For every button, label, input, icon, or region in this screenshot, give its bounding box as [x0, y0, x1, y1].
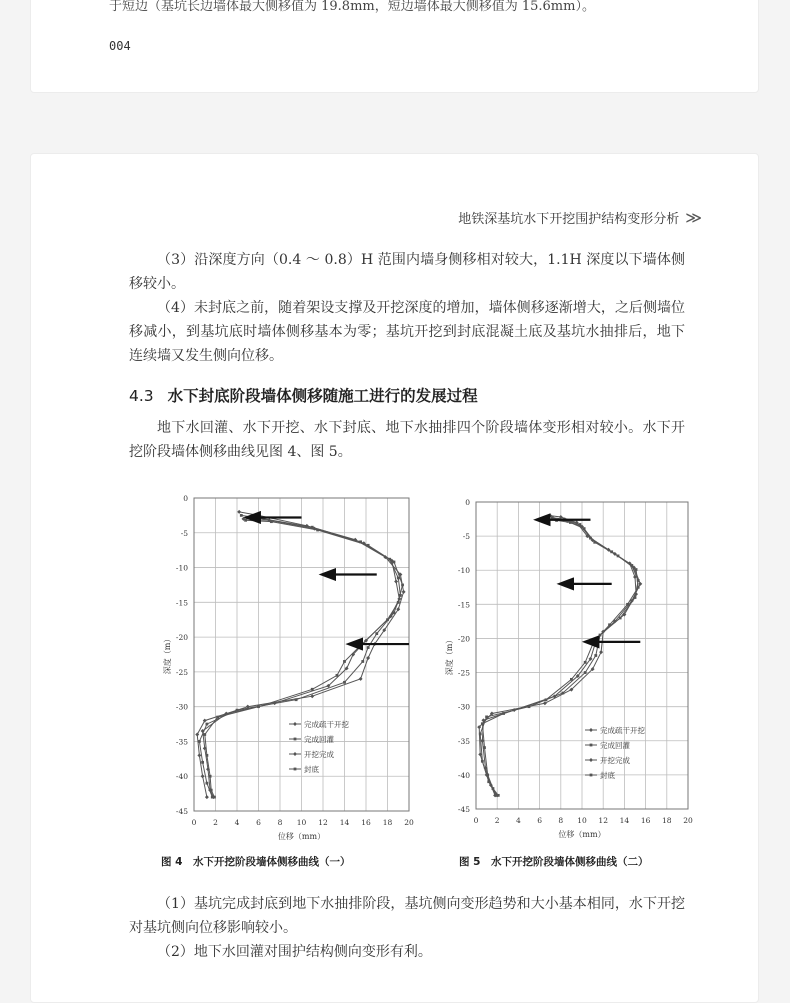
x-tick-label: 18: [662, 816, 672, 825]
x-tick-label: 10: [296, 818, 307, 827]
y-tick-label: -10: [175, 563, 188, 573]
previous-page-text-line: 于短边（基坑长边墙体最大侧移值为 19.8mm，短边墙体最大侧移值为 15.6mm）。: [109, 0, 595, 14]
legend-entry: 封底: [304, 765, 319, 774]
y-tick-label: -45: [457, 805, 470, 814]
chart-figure-4: [119, 486, 414, 854]
x-tick-label: 14: [619, 816, 630, 825]
y-tick-label: -10: [457, 566, 470, 576]
y-tick-label: -30: [175, 702, 188, 712]
y-tick-label: -15: [175, 598, 188, 608]
data-point: [343, 681, 346, 684]
y-tick-label: -40: [457, 770, 470, 780]
x-tick-label: 12: [598, 816, 608, 825]
data-point: [637, 586, 640, 589]
x-tick-label: 0: [473, 816, 479, 825]
legend-entry: 完成回灌: [304, 735, 334, 744]
figure-5: [407, 486, 697, 858]
x-tick-label: 20: [683, 816, 693, 825]
data-point: [295, 698, 298, 701]
y-tick-label: -45: [175, 807, 188, 816]
paragraph: （3）沿深度方向（0.4 ～ 0.8）H 范围内墙身侧移相对较大，1.1H 深度以下墙体侧移较小。: [129, 252, 685, 292]
x-tick-label: 0: [191, 818, 197, 827]
data-point: [401, 584, 404, 587]
data-point: [617, 554, 620, 557]
previous-page-card: [30, 0, 759, 93]
x-tick-label: 6: [256, 818, 261, 827]
section-title: 水下封底阶段墙体侧移随施工进行的发展过程: [167, 387, 478, 405]
current-page-card: [30, 153, 759, 1003]
data-point: [502, 712, 505, 715]
data-point: [203, 733, 206, 736]
x-tick-label: 2: [494, 816, 500, 825]
legend-entry: 完成疏干开挖: [304, 720, 349, 729]
series-line: [479, 516, 636, 796]
y-tick-label: -20: [175, 633, 188, 643]
data-point: [366, 656, 370, 660]
data-point: [210, 789, 213, 792]
paragraph-block-intro: [129, 416, 685, 464]
y-tick-label: 0: [183, 494, 188, 503]
figure-5-caption: 图 5 水下开挖阶段墙体侧移曲线（二）: [459, 856, 649, 868]
legend-entry: 开挖完成: [304, 750, 334, 759]
x-tick-label: 4: [516, 816, 521, 825]
legend-swatch-marker: [590, 744, 593, 747]
data-point: [201, 761, 204, 764]
y-tick-label: -25: [457, 668, 470, 678]
legend-swatch-marker: [293, 752, 297, 756]
series-line: [482, 519, 640, 795]
running-head-title: 地铁深基坑水下开挖围护结构变形分析: [458, 212, 680, 227]
x-tick-label: 10: [577, 816, 587, 825]
data-point: [375, 632, 378, 635]
y-tick-label: -30: [457, 702, 470, 712]
x-tick-label: 18: [382, 818, 393, 827]
paragraph-block-top: [129, 248, 685, 368]
legend-swatch-marker: [294, 738, 297, 741]
x-tick-label: 8: [558, 816, 564, 825]
y-tick-label: -20: [457, 634, 470, 644]
x-tick-label: 16: [640, 816, 651, 825]
paragraph-block-bottom: [129, 892, 685, 964]
data-point: [270, 520, 273, 523]
data-point: [479, 733, 482, 736]
data-point: [497, 794, 500, 797]
data-point: [206, 723, 209, 726]
data-point: [492, 787, 495, 790]
x-tick-label: 12: [318, 818, 328, 827]
data-point: [638, 582, 642, 586]
paragraph: （4）未封底之前，随着架设支撑及开挖深度的增加，墙体侧移逐渐增大，之后侧墙位移减小，到基坑底时墙体侧移基本为零；基坑开挖到封底混凝土底及基坑水抽排后，地下连续墙又发生侧向位移。: [129, 300, 685, 364]
data-point: [311, 688, 314, 691]
data-point: [206, 754, 209, 757]
data-point: [485, 716, 488, 719]
y-tick-label: -35: [457, 736, 470, 746]
data-point: [386, 618, 389, 621]
data-point: [198, 740, 201, 743]
data-point: [257, 705, 260, 708]
legend-entry: 开挖完成: [600, 756, 630, 765]
data-point: [316, 529, 319, 532]
y-tick-label: 0: [465, 498, 470, 507]
data-point: [483, 746, 486, 749]
data-point: [619, 617, 622, 620]
running-head: [458, 208, 702, 227]
section-number: 4.3: [129, 387, 154, 405]
y-tick-label: -5: [180, 528, 188, 538]
data-point: [481, 760, 484, 763]
data-point: [599, 650, 603, 654]
paragraph: 地下水回灌、水下开挖、水下封底、地下水抽排四个阶段墙体变形相对较小。水下开挖阶段墙体侧移曲线见图 4、图 5。: [129, 420, 685, 460]
data-point: [393, 561, 396, 564]
data-point: [343, 660, 346, 663]
x-tick-label: 4: [234, 818, 240, 827]
data-point: [397, 601, 400, 604]
y-tick-label: -5: [462, 532, 470, 542]
data-point: [205, 795, 209, 799]
paragraph: （2）地下水回灌对围护结构侧向变形有利。: [157, 944, 432, 960]
x-axis-label: 位移（mm）: [558, 830, 606, 839]
chart-figure-5: [407, 486, 697, 854]
data-point: [562, 692, 565, 695]
legend-swatch-marker: [293, 722, 297, 726]
page-number: 004: [109, 39, 131, 53]
legend-swatch-marker: [294, 768, 297, 771]
legend-swatch-marker: [589, 758, 593, 762]
y-tick-label: -15: [457, 600, 470, 610]
y-tick-label: -25: [175, 667, 188, 677]
data-point: [593, 541, 596, 544]
x-tick-label: 2: [213, 818, 218, 827]
data-point: [203, 719, 207, 723]
data-point: [206, 782, 209, 785]
legend-swatch-marker: [589, 728, 593, 732]
data-point: [201, 774, 205, 778]
x-tick-label: 14: [339, 818, 350, 827]
x-axis-label: 位移（mm）: [277, 832, 326, 841]
legend-entry: 完成疏干开挖: [600, 726, 645, 735]
data-point: [216, 716, 219, 719]
data-point: [584, 671, 587, 674]
x-tick-label: 20: [404, 818, 414, 827]
double-chevron-right-icon: ≫: [685, 208, 702, 227]
x-tick-label: 8: [277, 818, 283, 827]
figure-4-caption: 图 4 水下开挖阶段墙体侧移曲线（一）: [161, 856, 351, 868]
section-heading: [129, 384, 478, 406]
data-point: [635, 568, 638, 571]
data-point: [240, 514, 243, 517]
legend-entry: 封底: [600, 771, 615, 780]
legend-entry: 完成回灌: [600, 741, 630, 750]
data-point: [569, 521, 572, 524]
data-point: [213, 796, 216, 799]
data-point: [359, 677, 363, 681]
data-point: [583, 527, 586, 530]
series-line: [199, 515, 400, 797]
y-axis-label: 深度（m）: [445, 635, 454, 676]
y-tick-label: -40: [175, 772, 188, 782]
data-point: [357, 646, 360, 649]
y-axis-label: 深度（m）: [163, 634, 172, 675]
data-point: [361, 660, 364, 663]
data-point: [244, 519, 247, 522]
data-point: [594, 654, 597, 657]
data-point: [608, 623, 611, 626]
data-point: [367, 544, 370, 547]
data-point: [394, 579, 398, 583]
series-line: [480, 518, 638, 796]
data-point: [486, 773, 489, 776]
data-point: [367, 646, 370, 649]
series-line: [482, 520, 638, 795]
data-point: [197, 753, 201, 757]
x-tick-label: 6: [537, 816, 542, 825]
data-point: [209, 775, 212, 778]
data-point: [402, 590, 406, 594]
x-tick-label: 16: [361, 818, 371, 827]
data-point: [543, 701, 547, 705]
data-point: [195, 733, 199, 737]
data-point: [481, 722, 484, 725]
data-point: [237, 510, 241, 514]
data-point: [584, 661, 587, 664]
data-point: [545, 698, 548, 701]
paragraph: （1）基坑完成封底到地下水抽排阶段，基坑侧向变形趋势和大小基本相同，水下开挖对基坑侧向位移影响较小。: [129, 896, 685, 936]
data-point: [626, 603, 629, 606]
data-point: [336, 674, 339, 677]
data-point: [570, 678, 573, 681]
legend-swatch-marker: [590, 774, 593, 777]
y-tick-label: -35: [175, 737, 188, 747]
figure-4: [119, 486, 414, 858]
